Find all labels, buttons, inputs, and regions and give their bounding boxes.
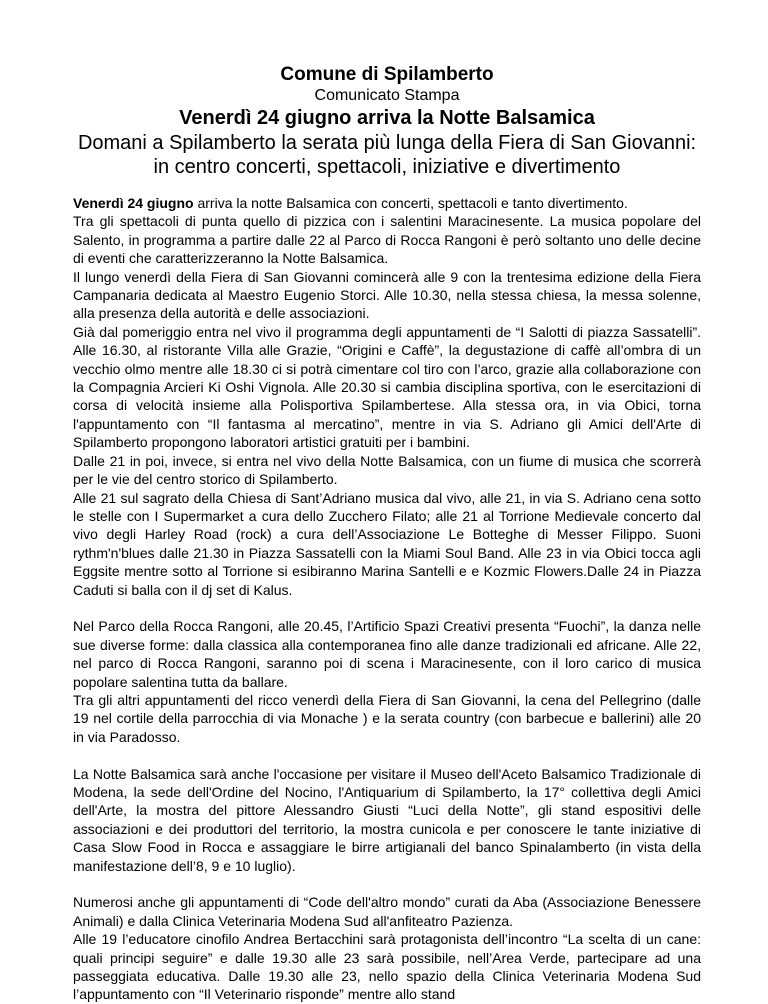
paragraph-intro: [73, 194, 701, 212]
paragraph-concerts: Alle 21 sul sagrato della Chiesa di Sant’Adriano musica dal vivo, alle 21, in via S. Adriano cena sotto le stelle con I Supermarket a cura dello Zucchero Filato; alle 21 al Torrione Medievale concerto dal vivo degli Harley Road (rock) a cura dell’Associazione Le Botteghe di Messer Filippo. Suoni rythm'n'blues dalle 21.30 in Piazza Sassatelli con la Miami Soul Band. Alle 23 in via Obici tocca agli Eggsite mentre sotto al Torrione si esibiranno Marina Santelli e e Kozmic Flowers.Dalle 24 in Piazza Caduti si balla con il dj set di Kalus.: [73, 489, 701, 598]
document-type: Comunicato Stampa: [314, 87, 460, 104]
paragraph-fiera-campanaria: Il lungo venerdì della Fiera di San Giovanni comincerà alle 9 con la trentesima edizione della Fiera Campanaria dedicata al Maestro Eugenio Storci. Alle 10.30, nella stessa chiesa, la messa solenne, alla presenza della autorità e delle associazioni.: [73, 268, 701, 322]
paragraph-salotti: Già dal pomeriggio entra nel vivo il programma degli appuntamenti de “I Salotti di piazza Sassatelli”. Alle 16.30, al ristorante Villa alle Grazie, “Origini e Caffè”, la degustazione di caffè all’ombra di un vecchio olmo mentre alle 18.30 ci si potrà cimentare col tiro con l’arco, grazie alla collaborazione con la Compagnia Arcieri Ki Oshi Vignola. Alle 20.30 si cambia disciplina sportiva, con le esercitazioni di corsa di velocità insieme alla Polisportiva Spilambertese. Alla stessa ora, in via Obici, torna l'appuntamento con “Il fantasma al mercatino”, mentre in via S. Adriano gli Amici dell'Arte di Spilamberto propongono laboratori artistici gratuiti per i bambini.: [73, 323, 701, 451]
paragraph-dog-events: Alle 19 l’educatore cinofilo Andrea Bertacchini sarà protagonista dell’incontro “La scelta di un cane: quali principi seguire” e dalle 19.30 alle 23 sarà possibile, nell’Area Verde, partecipare ad una passeggiata educativa. Dalle 19.30 alle 23, nello spazio della Clinica Veterinaria Modena Sud l’appuntamento con “Il Veterinario risponde” mentre allo stand: [73, 931, 701, 1003]
body-text: [73, 194, 701, 1004]
paragraph-museums: La Notte Balsamica sarà anche l'occasione per visitare il Museo dell'Aceto Balsamico Tradizionale di Modena, la sede dell'Ordine del Nocino, l'Antiquarium di Spilamberto, la 17° collettiva degli Amici dell'Arte, la mostra del pittore Alessandro Giusti “Luci della Notte”, gli stand espositivi delle associazioni e dei produttori del territorio, la mostra cunicola e per conoscere le tante iniziative di Casa Slow Food in Rocca e assaggiare le birre artigianali del banco Spinalamberto (in vista della manifestazione dell’8, 9 e 10 luglio).: [73, 765, 701, 874]
organization-name: Comune di Spilamberto: [280, 64, 494, 85]
paragraph-spacer: [73, 746, 701, 764]
paragraph-pizzica: Tra gli spettacoli di punta quello di pizzica con i salentini Maracinesente. La musica popolare del Salento, in programma a partire dalle 22 al Parco di Rocca Rangoni è però soltanto uno delle decine di eventi che caratterizzeranno la Notte Balsamica.: [73, 213, 701, 267]
paragraph-notte-start: Dalle 21 in poi, invece, si entra nel vivo della Notte Balsamica, con un fiume di musica che scorrerà per le vie del centro storico di Spilamberto.: [73, 452, 701, 488]
paragraph-spacer: [73, 875, 701, 893]
document-header: [73, 64, 701, 179]
intro-text: arriva la notte Balsamica con concerti, spettacoli e tanto divertimento.: [193, 195, 628, 211]
paragraph-other-events: Tra gli altri appuntamenti del ricco venerdì della Fiera di San Giovanni, la cena del Pellegrino (dalle 19 nel cortile della parrocchia di via Monache ) e la serata country (con barbecue e ballerini) alle 20 in via Paradosso.: [73, 691, 701, 745]
intro-date: Venerdì 24 giugno: [73, 195, 194, 211]
paragraph-fuochi: Nel Parco della Rocca Rangoni, alle 20.45, l’Artificio Spazi Creativi presenta “Fuochi”, la danza nelle sue diverse forme: dalla classica alla contemporanea fino alle danze tradizionali ed africane. Alle 22, nel parco di Rocca Rangoni, saranno poi di scena i Maracinesente, con il loro carico di musica popolare salentina tutta da ballare.: [73, 618, 701, 690]
headline: Venerdì 24 giugno arriva la Notte Balsamica: [179, 107, 595, 129]
subheadline: Domani a Spilamberto la serata più lunga della Fiera di San Giovanni: in centro concerti, spettacoli, iniziative e divertimento: [77, 132, 697, 178]
paragraph-spacer: [73, 599, 701, 617]
paragraph-code-altro-mondo: Numerosi anche gli appuntamenti di “Code dell'altro mondo” curati da Aba (Associazione Benessere Animali) e dalla Clinica Veterinaria Modena Sud all'anfiteatro Pazienza.: [73, 894, 701, 929]
